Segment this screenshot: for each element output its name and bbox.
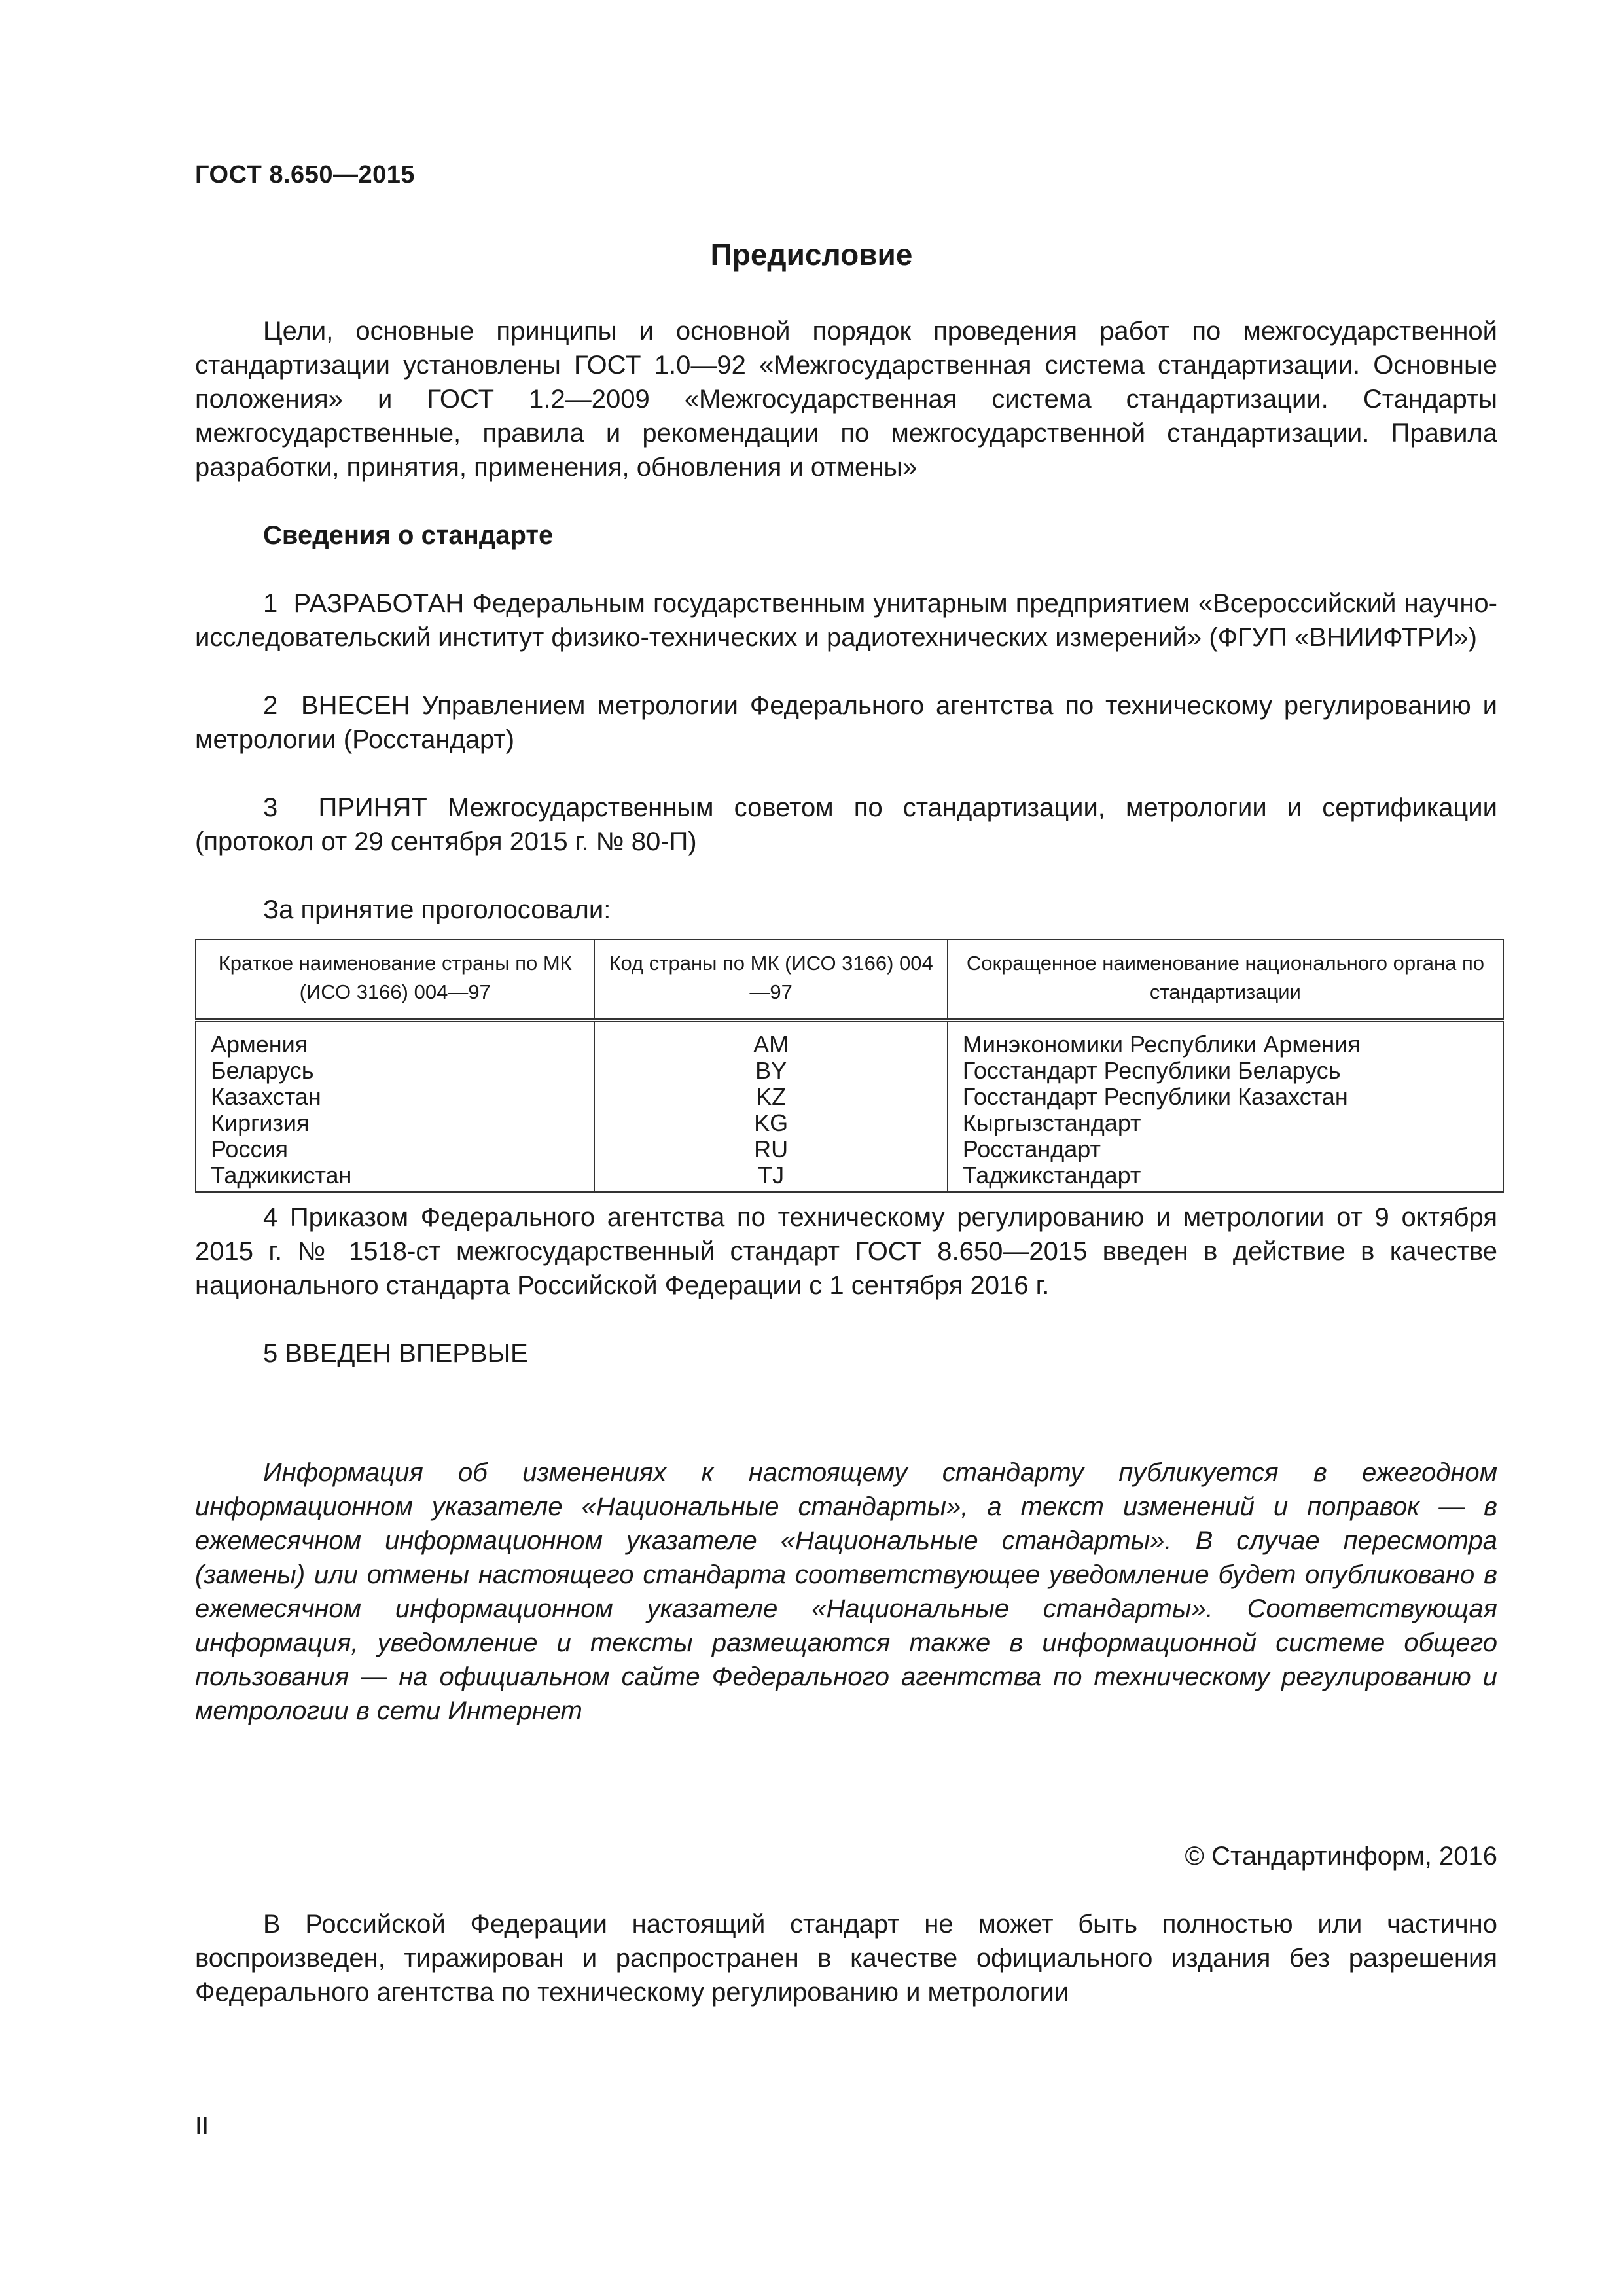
info-heading: Сведения о стандарте <box>263 521 554 550</box>
changes-info-paragraph: Информация об изменениях к настоящему стандарту публикуется в ежегодном информационном указателе «Национальные стандарты», а текст изменений и поправок — в ежемесячном информационном указателе «Национальные стандарты». В случае пересмотра (замены) или отмены настоящего стандарта соответствующее уведомление будет опубликовано в ежемесячном информационном указателе «Национальные стандарты». Соответствующая информация, уведомление и тексты размещаются также в информационной системе общего пользования — на официальном сайте Федерального агентства по техническому регулированию и метрологии в сети Интернет <box>195 1458 1497 1725</box>
cell-body: Госстандарт Республики Беларусь <box>948 1058 1503 1084</box>
cell-code: RU <box>594 1136 947 1162</box>
item-2-keyword: ВНЕСЕН <box>300 691 410 720</box>
voted-label: За принятие проголосовали: <box>263 895 611 924</box>
cell-body: Кыргызстандарт <box>948 1110 1503 1136</box>
content-body <box>195 314 1497 2009</box>
cell-country: Таджикистан <box>196 1162 594 1192</box>
item-4: 4 Приказом Федерального агентства по техническому регулированию и метрологии от 9 октября 2015 г. № 1518-ст межгосударственный стандарт ГОСТ 8.650—2015 введен в действие в качестве национального стандарта Российской Федерации с 1 сентября 2016 г. <box>195 1203 1497 1300</box>
table-row <box>196 1136 1503 1162</box>
item-2-number: 2 <box>263 691 278 720</box>
page-title: Предисловие <box>710 238 913 272</box>
cell-country: Казахстан <box>196 1084 594 1110</box>
item-1-number: 1 <box>263 589 278 618</box>
cell-country: Армения <box>196 1020 594 1058</box>
cell-body: Госстандарт Республики Казахстан <box>948 1084 1503 1110</box>
cell-code: BY <box>594 1058 947 1084</box>
column-header-body: Сокращенное наименование национального органа по стандартизации <box>948 939 1503 1020</box>
copyright-line: © Стандартинформ, 2016 <box>1185 1842 1497 1871</box>
item-1-keyword: РАЗРАБОТАН <box>293 589 465 618</box>
cell-body: Росстандарт <box>948 1136 1503 1162</box>
table-row <box>196 1110 1503 1136</box>
cell-code: TJ <box>594 1162 947 1192</box>
cell-body: Таджикстандарт <box>948 1162 1503 1192</box>
item-1 <box>195 586 1497 655</box>
item-3-keyword: ПРИНЯТ <box>318 793 427 822</box>
cell-code: AM <box>594 1020 947 1058</box>
cell-body: Минэкономики Республики Армения <box>948 1020 1503 1058</box>
table-row <box>196 1084 1503 1110</box>
standard-code: ГОСТ 8.650—2015 <box>195 161 415 188</box>
table-row <box>196 1162 1503 1192</box>
item-5: 5 ВВЕДЕН ВПЕРВЫЕ <box>263 1339 528 1368</box>
cell-country: Киргизия <box>196 1110 594 1136</box>
table-header-row <box>196 939 1503 1020</box>
item-2 <box>195 689 1497 757</box>
column-header-country: Краткое наименование страны по МК (ИСО 3166) 004—97 <box>196 939 594 1020</box>
item-2-text: Управлением метрологии Федерального агентства по техническому регулированию и метрологии (Росстандарт) <box>195 691 1497 754</box>
table-row <box>196 1058 1503 1084</box>
item-1-text: Федеральным государственным унитарным предприятием «Всероссийский научно-исследовательский институт физико-технических и радиотехнических измерений» (ФГУП «ВНИИФТРИ») <box>195 589 1497 652</box>
intro-paragraph: Цели, основные принципы и основной порядок проведения работ по межгосударственной стандартизации установлены ГОСТ 1.0—92 «Межгосударственная система стандартизации. Основные положения» и ГОСТ 1.2—2009 «Межгосударственная система стандартизации. Стандарты межгосударственные, правила и рекомендации по межгосударственной стандартизации. Правила разработки, принятия, применения, обновления и отмены» <box>195 317 1497 482</box>
member-states-table <box>195 939 1504 1193</box>
cell-code: KG <box>594 1110 947 1136</box>
cell-code: KZ <box>594 1084 947 1110</box>
cell-country: Беларусь <box>196 1058 594 1084</box>
cell-country: Россия <box>196 1136 594 1162</box>
item-3-text: Межгосударственным советом по стандартизации, метрологии и сертификации (протокол от 29 сентября 2015 г. № 80-П) <box>195 793 1497 856</box>
reproduction-notice: В Российской Федерации настоящий стандарт не может быть полностью или частично воспроизведен, тиражирован и распространен в качестве официального издания без разрешения Федерального агентства по техническому регулированию и метрологии <box>195 1910 1497 2007</box>
item-3 <box>195 791 1497 859</box>
column-header-code: Код страны по МК (ИСО 3166) 004—97 <box>594 939 947 1020</box>
table-row <box>196 1020 1503 1058</box>
page-number: II <box>195 2113 209 2140</box>
item-3-number: 3 <box>263 793 278 822</box>
